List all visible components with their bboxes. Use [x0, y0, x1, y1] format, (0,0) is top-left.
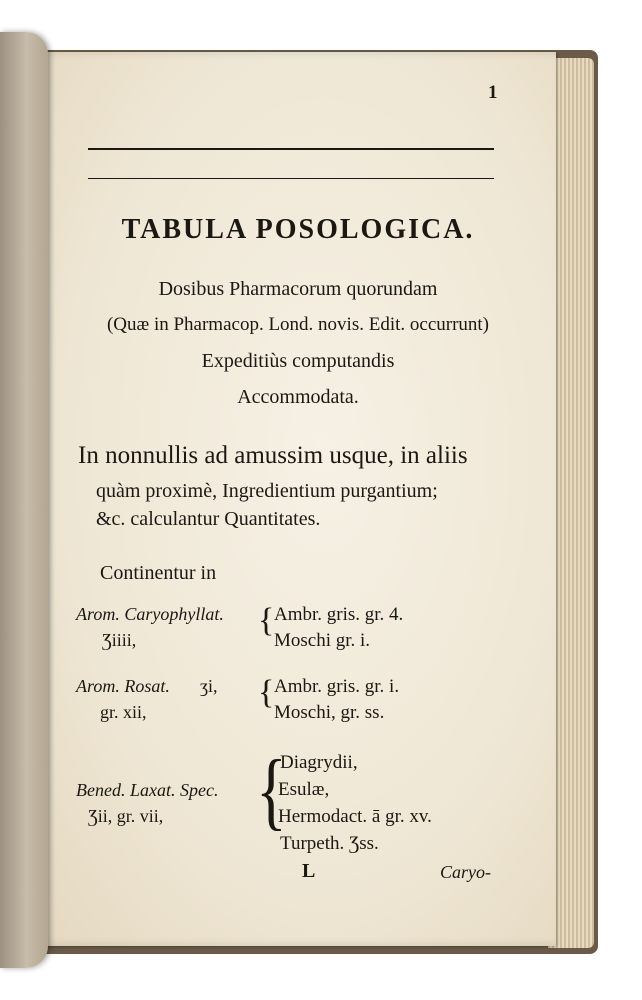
- ingredient: Moschi gr. i.: [274, 630, 371, 651]
- book-page: [40, 52, 556, 946]
- entry-label-tail: ʒi,: [200, 676, 218, 696]
- brace-icon: {: [258, 674, 275, 711]
- header-rule-bottom: [88, 178, 494, 179]
- intro-line: &c. calculantur Quantitates.: [96, 508, 321, 530]
- brace-icon: {: [256, 742, 287, 839]
- ingredient: Hermodact. ā gr. xv.: [278, 806, 432, 827]
- left-page-edge: [0, 32, 48, 968]
- ingredient: Esulæ,: [278, 779, 330, 800]
- subtitle-line: Dosibus Pharmacorum quorundam: [158, 278, 438, 300]
- entry-dose: Ʒii, gr. vii,: [88, 806, 164, 826]
- entry-dose: Ʒiiii,: [102, 630, 137, 650]
- ingredient: Ambr. gris. gr. i.: [274, 676, 400, 697]
- ingredient: Ambr. gris. gr. 4.: [274, 604, 404, 625]
- brace-icon: {: [258, 602, 275, 639]
- catchword: Caryo-: [440, 862, 491, 882]
- subtitle-line: Expeditiùs computandis: [201, 350, 395, 372]
- entry-label: Bened. Laxat. Spec.: [76, 780, 219, 800]
- entry-dose: gr. xii,: [100, 702, 147, 722]
- header-rule-top: [88, 148, 494, 150]
- continentur-heading: Continentur in: [100, 562, 217, 584]
- ingredient: Turpeth. Ʒss.: [280, 833, 379, 854]
- page-number: 1: [488, 82, 498, 103]
- intro-line: In nonnullis ad amussim usque, in aliis: [78, 442, 468, 469]
- signature-mark: L: [302, 860, 316, 882]
- ingredient: Moschi, gr. ss.: [274, 702, 385, 723]
- subtitle-line: Accommodata.: [237, 386, 359, 408]
- entry-label: Arom. Rosat.: [76, 676, 170, 696]
- subtitle-line: (Quæ in Pharmacop. Lond. novis. Edit. occurrunt): [106, 314, 490, 335]
- page-title: TABULA POSOLOGICA.: [121, 214, 475, 245]
- entry-label: Arom. Caryophyllat.: [76, 604, 224, 624]
- ingredient: Diagrydii,: [280, 752, 358, 773]
- intro-line: quàm proximè, Ingredientium purgantium;: [96, 480, 438, 502]
